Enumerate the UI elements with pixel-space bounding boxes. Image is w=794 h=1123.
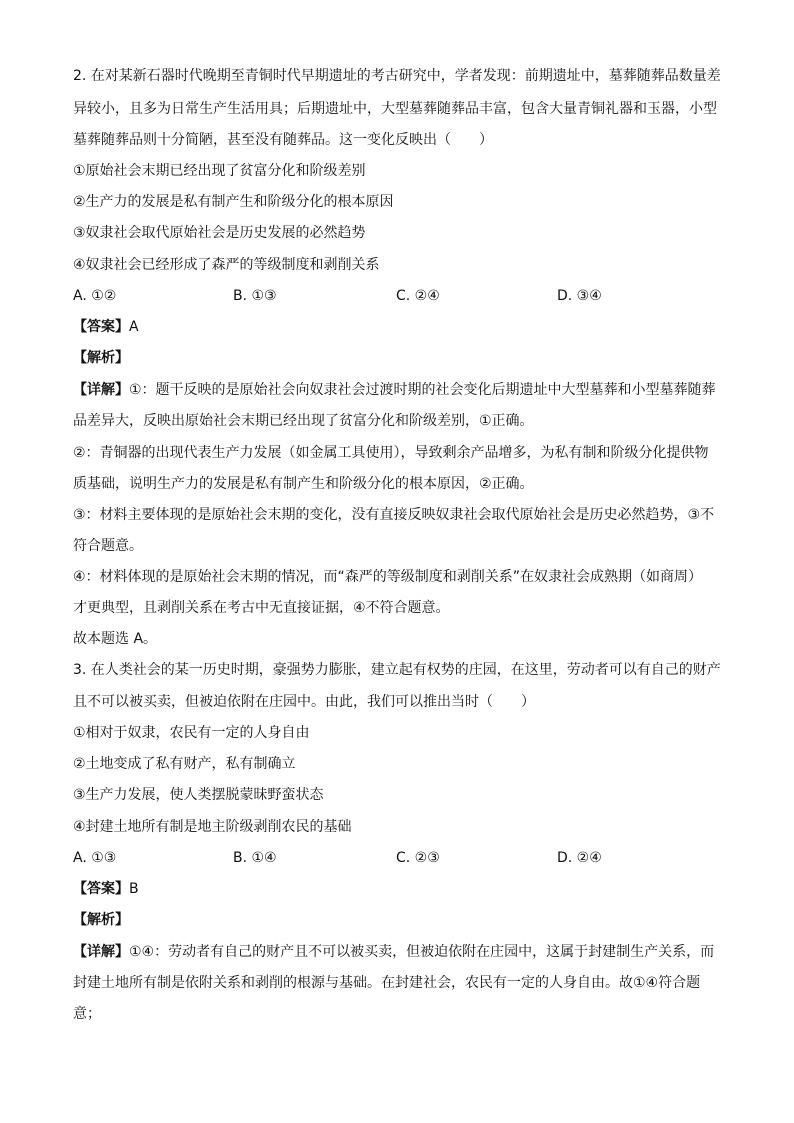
q3-option-b: B. ①④ [233, 850, 277, 866]
detail-tag: 【详解】 [73, 382, 129, 398]
q3-stem-line: 3. 在人类社会的某一历史时期，豪强势力膨胀，建立起有权势的庄园，在这里，劳动者可以有自己的财产 [73, 662, 721, 678]
q2-detail-line: 才更典型，且剥削关系在考古中无直接证据，④不符合题意。 [73, 600, 450, 616]
q2-stem-line: 异较小，且多为日常生产生活用具；后期遗址中，大型墓葬随葬品丰富，包含大量青铜礼器和玉器，小型 [73, 101, 717, 117]
q3-detail-line [73, 942, 733, 962]
answer-value: A [129, 319, 139, 335]
detail-text: ①：题干反映的是原始社会向奴隶社会过渡时期的社会变化后期遗址中大型墓葬和小型墓葬随葬 [129, 382, 716, 398]
q2-detail-line: ③：材料主要体现的是原始社会末期的变化，没有直接反映奴隶社会取代原始社会是历史必然趋势，③不 [73, 507, 715, 523]
q2-conclusion: 故本题选 A。 [73, 631, 158, 647]
q2-item: ③奴隶社会取代原始社会是历史发展的必然趋势 [73, 225, 366, 241]
q2-detail-line: 品差异大，反映出原始社会末期已经出现了贫富分化和阶级差别，①正确。 [73, 413, 534, 429]
q3-item: ③生产力发展，使人类摆脱蒙昧野蛮状态 [73, 787, 324, 803]
q3-item: ①相对于奴隶，农民有一定的人身自由 [73, 725, 310, 741]
q2-item: ②生产力的发展是私有制产生和阶级分化的根本原因 [73, 194, 394, 210]
q3-option-d: D. ②④ [557, 850, 602, 866]
q3-detail-line: 意； [73, 1006, 101, 1022]
detail-tag: 【详解】 [73, 944, 129, 960]
q2-detail-line: 质基础，说明生产力的发展是私有制产生和阶级分化的根本原因，②正确。 [73, 476, 534, 492]
q3-stem-line: 且不可以被买卖，但被迫依附在庄园中。由此，我们可以推出当时（ ） [73, 694, 535, 710]
q2-option-c: C. ②④ [396, 288, 440, 304]
q2-detail-line: ④：材料体现的是原始社会末期的情况，而“森严的等级制度和剥削关系”在奴隶社会成熟期（如商周） [73, 569, 703, 585]
q2-analysis-tag: 【解析】 [73, 350, 129, 366]
q2-option-d: D. ③④ [557, 288, 602, 304]
q2-option-b: B. ①③ [233, 288, 277, 304]
q3-analysis-tag: 【解析】 [73, 912, 129, 928]
q3-option-a: A. ①③ [73, 850, 117, 866]
q2-answer [73, 317, 733, 337]
q2-detail-line [73, 380, 733, 400]
q2-option-a: A. ①② [73, 288, 117, 304]
q3-answer [73, 879, 733, 899]
q2-stem-line: 墓葬随葬品则十分简陋，甚至没有随葬品。这一变化反映出（ ） [73, 132, 493, 148]
answer-tag: 【答案】 [73, 881, 129, 897]
answer-tag: 【答案】 [73, 319, 129, 335]
q2-item: ①原始社会末期已经出现了贫富分化和阶级差别 [73, 163, 366, 179]
q2-stem-line: 2. 在对某新石器时代晚期至青铜时代早期遗址的考古研究中，学者发现：前期遗址中，墓葬随葬品数量差 [73, 68, 721, 84]
q3-detail-line: 封建土地所有制是依附关系和剥削的根源与基础。在封建社会，农民有一定的人身自由。故①④符合题 [73, 975, 701, 991]
answer-value: B [129, 881, 139, 897]
q2-detail-line: ②：青铜器的出现代表生产力发展（如金属工具使用），导致剩余产品增多，为私有制和阶级分化提供物 [73, 445, 709, 461]
q3-option-c: C. ②③ [396, 850, 440, 866]
q3-item: ②土地变成了私有财产，私有制确立 [73, 756, 296, 772]
q2-detail-line: 符合题意。 [73, 538, 143, 554]
q2-item: ④奴隶社会已经形成了森严的等级制度和剥削关系 [73, 257, 380, 273]
detail-text: ①④：劳动者有自己的财产且不可以被买卖，但被迫依附在庄园中，这属于封建制生产关系，而 [129, 944, 715, 960]
q3-item: ④封建土地所有制是地主阶级剥削农民的基础 [73, 819, 352, 835]
